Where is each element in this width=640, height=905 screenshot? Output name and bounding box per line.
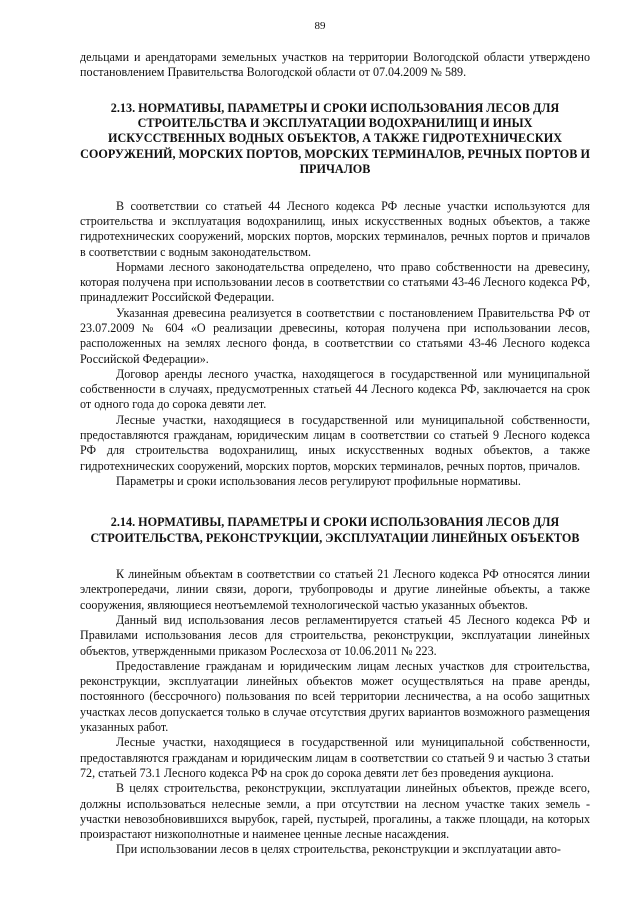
section-2-13-paragraph-3: Указанная древесина реализуется в соответствии с постановлением Правительства РФ от 23.07.2009 № 604 «О реализации древесины, которая получена при использовании лесов, расположенных на землях лесного фонда, в соответствии со статьями 43-46 Лесного кодекса Российской Федерации». xyxy=(80,305,590,366)
section-2-13-heading: 2.13. НОРМАТИВЫ, ПАРАМЕТРЫ И СРОКИ ИСПОЛЬЗОВАНИЯ ЛЕСОВ ДЛЯ СТРОИТЕЛЬСТВА И ЭКСПЛУАТАЦИИ ВОДОХРАНИЛИЩ И ИНЫХ ИСКУССТВЕННЫХ ВОДНЫХ ОБЪЕКТОВ, А ТАКЖЕ ГИДРОТЕХНИЧЕСКИХ СООРУЖЕНИЙ, МОРСКИХ ПОРТОВ, МОРСКИХ ТЕРМИНАЛОВ, РЕЧНЫХ ПОРТОВ И ПРИЧАЛОВ xyxy=(80,100,590,177)
section-2-13-paragraph-4: Договор аренды лесного участка, находящегося в государственной или муниципальной собственности в случаях, предусмотренных статьей 44 Лесного кодекса РФ, заключается на срок от одного года до сорока девяти лет. xyxy=(80,366,590,412)
section-2-14-paragraph-2: Данный вид использования лесов регламентируется статьей 45 Лесного кодекса РФ и Правилами использования лесов для строительства, реконструкции, эксплуатации линейных объектов, утвержденными приказом Рослесхоза от 10.06.2011 № 223. xyxy=(80,612,590,658)
section-2-14-paragraph-4: Лесные участки, находящиеся в государственной или муниципальной собственности, предоставляются гражданам и юридическим лицам в соответствии со статьей 9 и частью 3 статьи 72, статьей 73.1 Лесного кодекса РФ на срок до сорока девяти лет без проведения аукциона. xyxy=(80,735,590,780)
page-number: 89 xyxy=(314,20,326,32)
section-2-14-paragraph-5: В целях строительства, реконструкции, эксплуатации линейных объектов, прежде всего, должны использоваться нелесные земли, а при отсутствии на лесном участке таких земель - участки невозобновившихся вырубок, гарей, пустырей, прогалины, а также площади, на которых произрастают низкополнотные и наименее ценные лесные насаждения. xyxy=(80,781,590,842)
section-2-14-paragraph-1: К линейным объектам в соответствии со статьей 21 Лесного кодекса РФ относятся линии электропередачи, линии связи, дороги, трубопроводы и другие линейные объекты, а также сооружения, являющиеся неотъемлемой технологической частью указанных объектов. xyxy=(80,567,590,612)
page-content xyxy=(80,50,590,858)
section-2-14-paragraph-6: При использовании лесов в целях строительства, реконструкции и эксплуатации авто- xyxy=(116,842,561,857)
intro-paragraph: дельцами и арендаторами земельных участков на территории Вологодской области утверждено постановлением Правительства Вологодской области от 07.04.2009 № 589. xyxy=(80,50,590,80)
section-2-13-paragraph-2: Нормами лесного законодательства определено, что право собственности на древесину, которая получена при использовании лесов в соответствии со статьями 43-46 Лесного кодекса РФ, принадлежит Российской Федерации. xyxy=(80,259,590,305)
section-2-14-paragraph-3: Предоставление гражданам и юридическим лицам лесных участков для строительства, реконструкции, эксплуатации линейных объектов может осуществляться на праве аренды, постоянного (бессрочного) пользования по всей территории лесничества, а на особо защитных участках лесов допускается только в случае отсутствия других вариантов возможного размещения указанных работ. xyxy=(80,658,590,735)
section-2-13-paragraph-5: Лесные участки, находящиеся в государственной или муниципальной собственности, предоставляются гражданам, юридическим лицам в соответствии со статьей 9 Лесного кодекса РФ для строительства водохранилищ, иных искусственных водных объектов, а также гидротехнических сооружений, морских портов, морских терминалов, речных портов, причалов. xyxy=(80,412,590,473)
section-2-14-heading: 2.14. НОРМАТИВЫ, ПАРАМЕТРЫ И СРОКИ ИСПОЛЬЗОВАНИЯ ЛЕСОВ ДЛЯ СТРОИТЕЛЬСТВА, РЕКОНСТРУКЦИИ, ЭКСПЛУАТАЦИИ ЛИНЕЙНЫХ ОБЪЕКТОВ xyxy=(90,515,580,545)
section-2-13-paragraph-1: В соответствии со статьей 44 Лесного кодекса РФ лесные участки используются для строительства и эксплуатация водохранилищ, иных искусственных водных объектов, а также гидротехнических сооружений, морских портов, морских терминалов, речных портов и причалов в соответствии с водным законодательством. xyxy=(80,198,590,259)
section-2-13-paragraph-6: Параметры и сроки использования лесов регулируют профильные нормативы. xyxy=(116,473,521,488)
